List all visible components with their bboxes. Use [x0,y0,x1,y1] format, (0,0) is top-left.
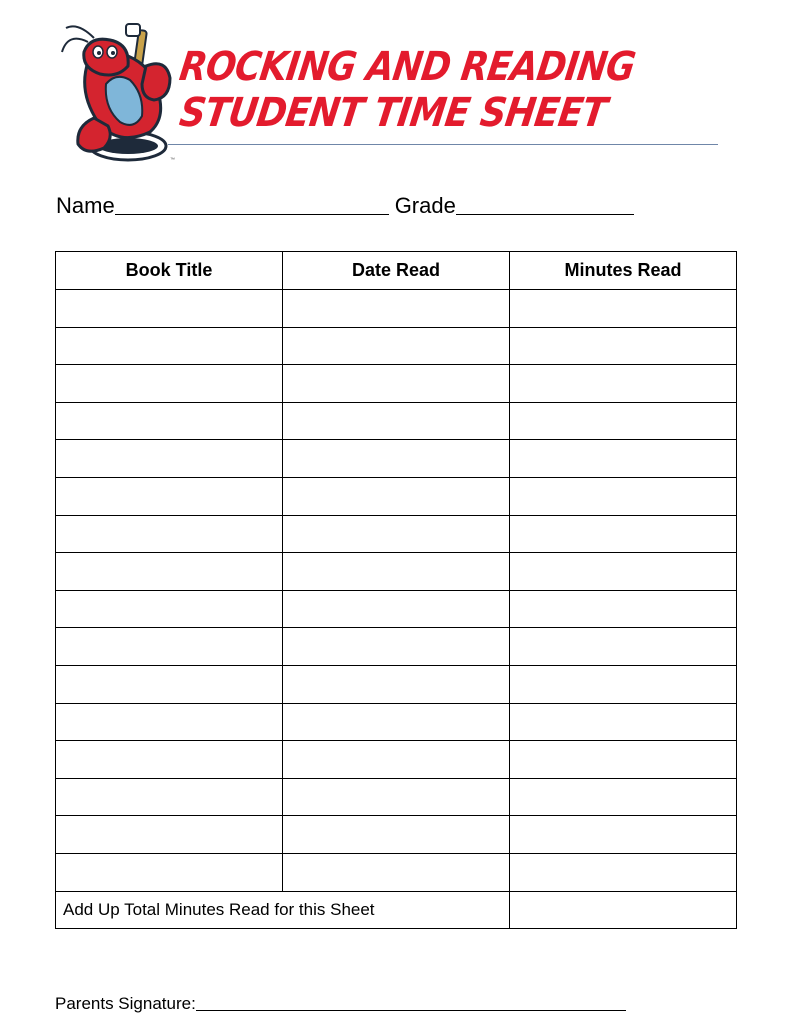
total-row [56,891,737,929]
trademark-mark: ™ [170,157,175,163]
book-title-cell[interactable] [56,290,283,328]
minutes-read-cell[interactable] [510,440,737,478]
column-header-minutes-read: Minutes Read [510,252,737,290]
table-row [56,741,737,779]
title-line-1: ROCKING AND READING [176,44,638,90]
date-read-cell[interactable] [283,703,510,741]
minutes-read-cell[interactable] [510,628,737,666]
date-read-cell[interactable] [283,327,510,365]
date-read-cell[interactable] [283,440,510,478]
minutes-read-cell[interactable] [510,816,737,854]
minutes-read-cell[interactable] [510,402,737,440]
date-read-cell[interactable] [283,477,510,515]
book-title-cell[interactable] [56,816,283,854]
date-read-cell[interactable] [283,853,510,891]
book-title-cell[interactable] [56,365,283,403]
minutes-read-cell[interactable] [510,778,737,816]
title-divider [168,144,718,145]
table-row [56,628,737,666]
table-row [56,703,737,741]
table-row [56,402,737,440]
date-read-cell[interactable] [283,402,510,440]
date-read-cell[interactable] [283,628,510,666]
date-read-cell[interactable] [283,553,510,591]
minutes-read-cell[interactable] [510,590,737,628]
name-label: Name [56,193,115,218]
book-title-cell[interactable] [56,440,283,478]
parents-signature-field[interactable] [196,992,626,1011]
date-read-cell[interactable] [283,515,510,553]
date-read-cell[interactable] [283,365,510,403]
book-title-cell[interactable] [56,778,283,816]
minutes-read-cell[interactable] [510,477,737,515]
table-row [56,853,737,891]
minutes-read-cell[interactable] [510,365,737,403]
title-line-2: STUDENT TIME SHEET [176,90,610,136]
table-row [56,477,737,515]
student-info-row [56,190,634,219]
book-title-cell[interactable] [56,853,283,891]
book-title-cell[interactable] [56,402,283,440]
parents-signature-label: Parents Signature: [55,994,196,1013]
minutes-read-cell[interactable] [510,515,737,553]
book-title-cell[interactable] [56,477,283,515]
minutes-read-cell[interactable] [510,553,737,591]
date-read-cell[interactable] [283,778,510,816]
date-read-cell[interactable] [283,290,510,328]
table-row [56,778,737,816]
reading-log-table [55,251,737,929]
date-read-cell[interactable] [283,590,510,628]
table-row [56,440,737,478]
table-row [56,515,737,553]
grade-label: Grade [394,193,456,218]
minutes-read-cell[interactable] [510,703,737,741]
book-title-cell[interactable] [56,553,283,591]
table-row [56,553,737,591]
book-title-cell[interactable] [56,515,283,553]
book-title-cell[interactable] [56,703,283,741]
column-header-book-title: Book Title [56,252,283,290]
book-title-cell[interactable] [56,628,283,666]
table-row [56,290,737,328]
page-title [176,44,696,136]
minutes-read-cell[interactable] [510,853,737,891]
table-row [56,590,737,628]
minutes-read-cell[interactable] [510,665,737,703]
table-row [56,665,737,703]
grade-field[interactable] [456,192,634,215]
book-title-cell[interactable] [56,741,283,779]
table-header-row [56,252,737,290]
total-minutes-label: Add Up Total Minutes Read for this Sheet [56,891,510,929]
book-title-cell[interactable] [56,590,283,628]
book-title-cell[interactable] [56,665,283,703]
table-row [56,816,737,854]
table-row [56,327,737,365]
minutes-read-cell[interactable] [510,741,737,779]
signature-row [55,990,626,1014]
date-read-cell[interactable] [283,741,510,779]
date-read-cell[interactable] [283,665,510,703]
total-minutes-cell[interactable] [510,891,737,929]
lobster-hockey-mascot-icon [58,22,178,168]
date-read-cell[interactable] [283,816,510,854]
table-body [56,290,737,892]
name-field[interactable] [115,192,389,215]
table-row [56,365,737,403]
minutes-read-cell[interactable] [510,327,737,365]
column-header-date-read: Date Read [283,252,510,290]
book-title-cell[interactable] [56,327,283,365]
minutes-read-cell[interactable] [510,290,737,328]
